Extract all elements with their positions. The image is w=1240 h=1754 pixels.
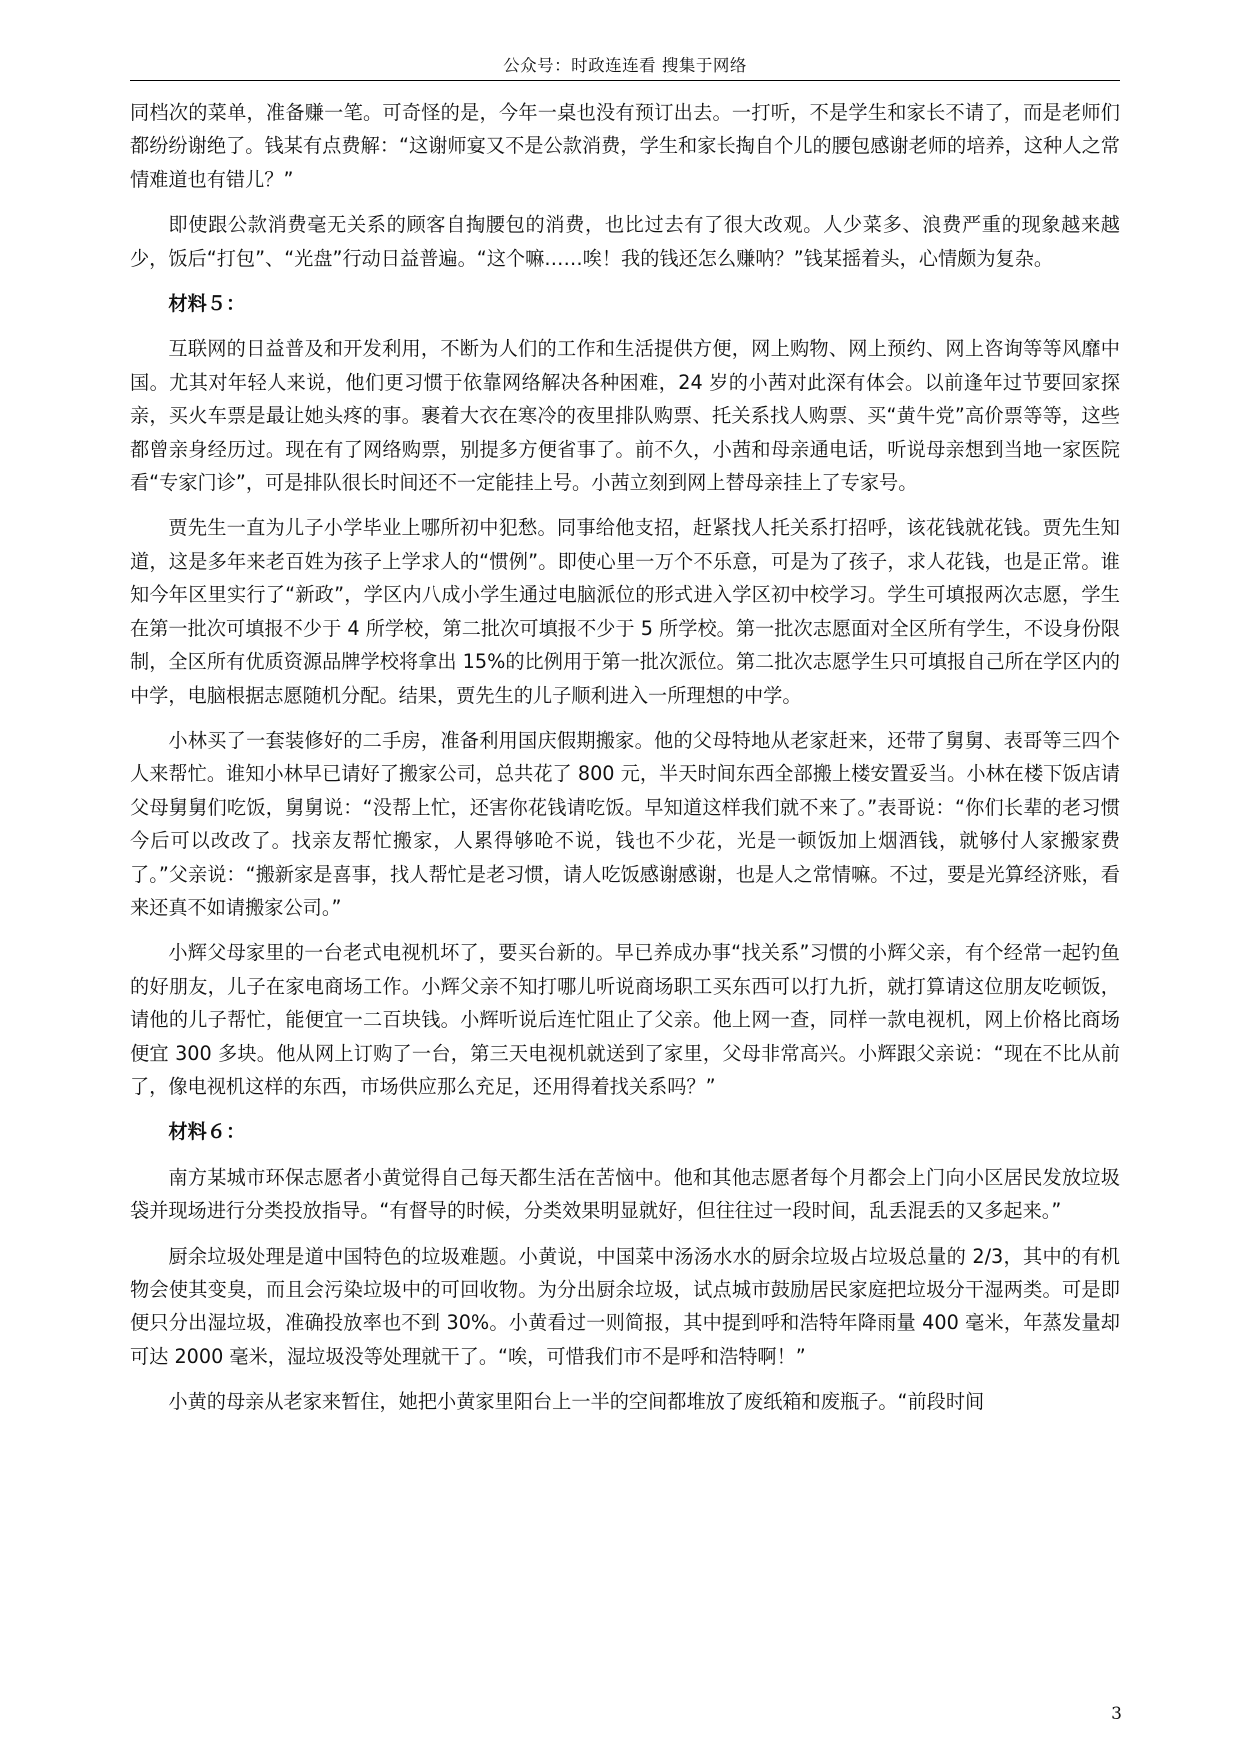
paragraph-continuation: 同档次的菜单，准备赚一笔。可奇怪的是，今年一桌也没有预订出去。一打听，不是学生和家长不请了，而是老师们都纷纷谢绝了。钱某有点费解：“这谢师宴又不是公款消费，学生和家长掏自个儿的腰包感谢老师的培养，这种人之常情难道也有错儿？” [130, 101, 1120, 191]
paragraph: 小林买了一套装修好的二手房，准备利用国庆假期搬家。他的父母特地从老家赶来，还带了舅舅、表哥等三四个人来帮忙。谁知小林早已请好了搬家公司，总共花了 800 元，半天时间东西全部搬上楼安置妥当。小林在楼下饭店请父母舅舅们吃饭，舅舅说：“没帮上忙，还害你花钱请吃饭。早知道这样我们就不来了。”表哥说：“你们长辈的老习惯今后可以改改了。找亲友帮忙搬家，人累得够呛不说，钱也不少花，光是一顿饭加上烟酒钱，就够付人家搬家费了。”父亲说：“搬新家是喜事，找人帮忙是老习惯，请人吃饭感谢感谢，也是人之常情嘛。不过，要是光算经济账，看来还真不如请搬家公司。” [130, 728, 1120, 919]
paragraph: 即使跟公款消费毫无关系的顾客自掏腰包的消费，也比过去有了很大改观。人少菜多、浪费严重的现象越来越少，饭后“打包”、“光盘”行动日益普遍。“这个嘛……唉！我的钱还怎么赚呐？”钱某摇着头，心情颇为复杂。 [130, 213, 1120, 270]
section-heading-material-6: 材料６： [168, 1120, 246, 1144]
paragraph: 小黄的母亲从老家来暂住，她把小黄家里阳台上一半的空间都堆放了废纸箱和废瓶子。“前段时间 [168, 1390, 985, 1414]
paragraph: 贾先生一直为儿子小学毕业上哪所初中犯愁。同事给他支招，赶紧找人托关系打招呼，该花钱就花钱。贾先生知道，这是多年来老百姓为孩子上学求人的“惯例”。即使心里一万个不乐意，可是为了孩子，求人花钱，也是正常。谁知今年区里实行了“新政”，学区内八成小学生通过电脑派位的形式进入学区初中校学习。学生可填报两次志愿，学生在第一批次可填报不少于 4 所学校，第二批次可填报不少于 5 所学校。第一批次志愿面对全区所有学生，不设身份限制，全区所有优质资源品牌学校将拿出 15%的比例用于第一批次派位。第二批次志愿学生只可填报自己所在学区内的中学，电脑根据志愿随机分配。结果，贾先生的儿子顺利进入一所理想的中学。 [130, 516, 1120, 707]
paragraph: 南方某城市环保志愿者小黄觉得自己每天都生活在苦恼中。他和其他志愿者每个月都会上门向小区居民发放垃圾袋并现场进行分类投放指导。“有督导的时候，分类效果明显就好，但往往过一段时间，乱丢混丢的又多起来。” [130, 1165, 1120, 1223]
paragraph: 互联网的日益普及和开发利用，不断为人们的工作和生活提供方便，网上购物、网上预约、网上咨询等等风靡中国。尤其对年轻人来说，他们更习惯于依靠网络解决各种困难，24 岁的小茜对此深有体会。以前逢年过节要回家探亲，买火车票是最让她头疼的事。裹着大衣在寒冷的夜里排队购票、托关系找人购票、买“黄牛党”高价票等等，这些都曾亲身经历过。现在有了网络购票，别提多方便省事了。前不久，小茜和母亲通电话，听说母亲想到当地一家医院看“专家门诊”，可是排队很长时间还不一定能挂上号。小茜立刻到网上替母亲挂上了专家号。 [130, 337, 1120, 495]
paragraph: 小辉父母家里的一台老式电视机坏了，要买台新的。早已养成办事“找关系”习惯的小辉父亲，有个经常一起钓鱼的好朋友，儿子在家电商场工作。小辉父亲不知打哪儿听说商场职工买东西可以打九折，就打算请这位朋友吃顿饭，请他的儿子帮忙，能便宜一二百块钱。小辉听说后连忙阻止了父亲。他上网一查，同样一款电视机，网上价格比商场便宜 300 多块。他从网上订购了一台，第三天电视机就送到了家里，父母非常高兴。小辉跟父亲说：“现在不比从前了，像电视机这样的东西，市场供应那么充足，还用得着找关系吗？” [130, 941, 1120, 1098]
header-divider [130, 80, 1120, 81]
page-header: 公众号：时政连连看 搜集于网络 [503, 56, 747, 75]
page-number: 3 [1111, 1704, 1122, 1724]
document-body [130, 96, 1120, 1431]
paragraph: 厨余垃圾处理是道中国特色的垃圾难题。小黄说，中国菜中汤汤水水的厨余垃圾占垃圾总量的 2/3，其中的有机物会使其变臭，而且会污染垃圾中的可回收物。为分出厨余垃圾，试点城市鼓励居民家庭把垃圾分干湿两类。可是即便只分出湿垃圾，准确投放率也不到 30%。小黄看过一则简报，其中提到呼和浩特年降雨量 400 毫米，年蒸发量却可达 2000 毫米，湿垃圾没等处理就干了。“唉，可惜我们市不是呼和浩特啊！” [130, 1244, 1120, 1368]
section-heading-material-5: 材料５： [168, 292, 246, 316]
